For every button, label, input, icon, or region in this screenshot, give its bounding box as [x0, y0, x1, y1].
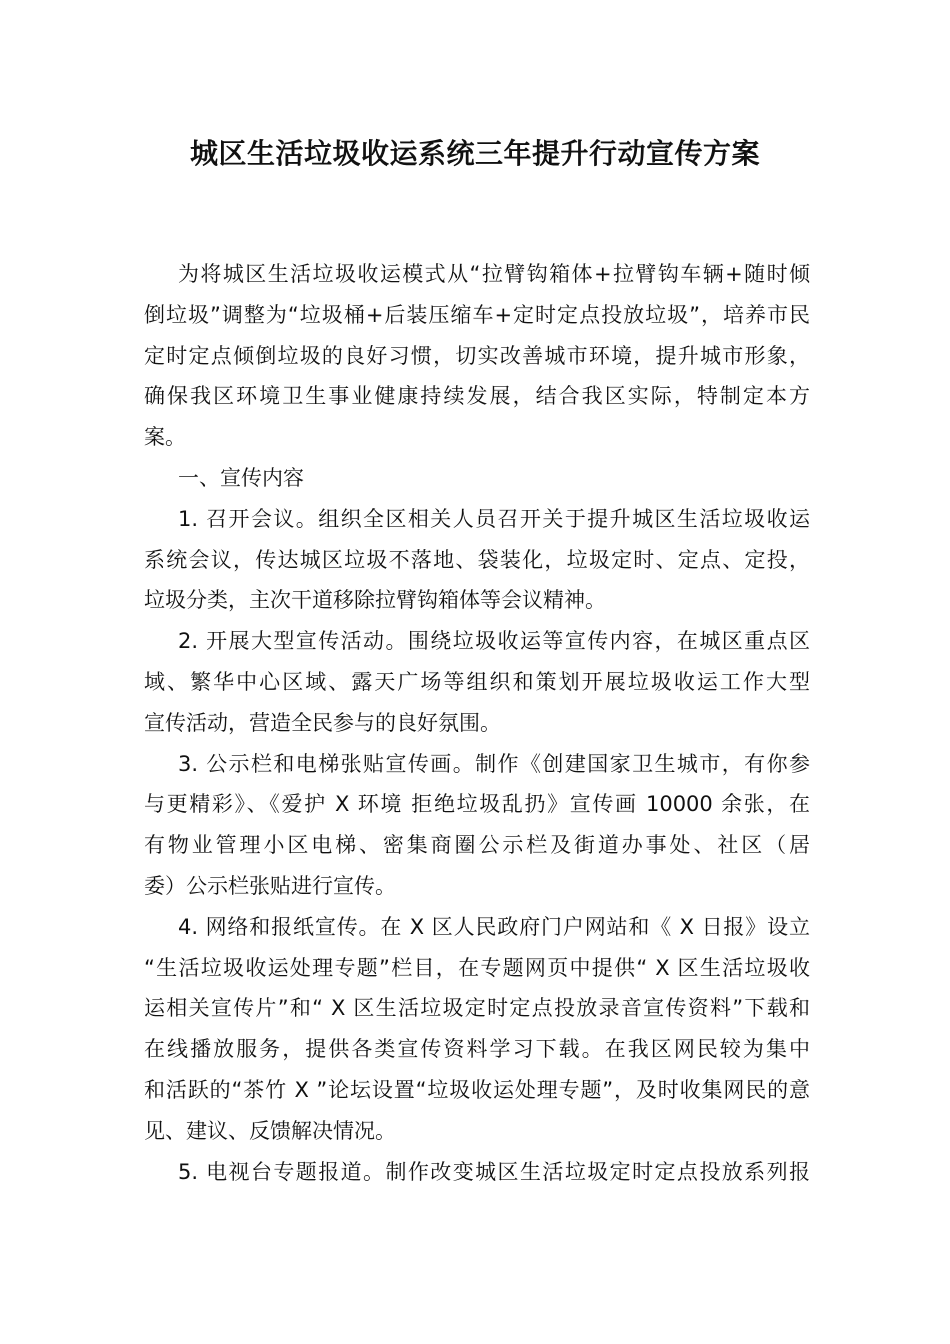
- text-line: 倒垃圾”调整为“垃圾桶+后装压缩车+定时定点投放垃圾”，培养市民: [144, 302, 810, 327]
- text-line: 1. 召开会议。组织全区相关人员召开关于提升城区生活垃圾收运: [178, 506, 810, 531]
- text-line: 见、建议、反馈解决情况。: [144, 1118, 396, 1143]
- text-line: 与更精彩》、《爱护 X 环境 拒绝垃圾乱扔》宣传画 10000 余张，在: [144, 792, 810, 817]
- text-line: 系统会议，传达城区垃圾不落地、袋装化，垃圾定时、定点、定投，: [144, 547, 810, 572]
- text-line: 宣传活动，营造全民参与的良好氛围。: [144, 710, 501, 735]
- text-line: 垃圾分类，主次干道移除拉臂钩箱体等会议精神。: [144, 588, 606, 613]
- text-line: 为将城区生活垃圾收运模式从“拉臂钩箱体+拉臂钩车辆+随时倾: [178, 262, 810, 286]
- section-heading: 一、宣传内容: [178, 465, 304, 490]
- text-line: 确保我区环境卫生事业健康持续发展，结合我区实际，特制定本方: [144, 384, 810, 409]
- text-line: 5. 电视台专题报道。制作改变城区生活垃圾定时定点投放系列报: [178, 1159, 810, 1184]
- document-title: 城区生活垃圾收运系统三年提升行动宣传方案: [189, 137, 760, 170]
- text-line: 4. 网络和报纸宣传。在 X 区人民政府门户网站和《 X 日报》设立: [178, 914, 810, 939]
- text-line: 案。: [144, 425, 186, 450]
- text-line: 有物业管理小区电梯、密集商圈公示栏及街道办事处、社区（居: [144, 833, 810, 858]
- text-line: 运相关宣传片”和“ X 区生活垃圾定时定点投放录音宣传资料”下载和: [144, 996, 810, 1021]
- document-body: [144, 254, 810, 1192]
- text-line: “生活垃圾收运处理专题”栏目，在专题网页中提供“ X 区生活垃圾收: [144, 955, 810, 980]
- text-line: 和活跃的“茶竹 X ”论坛设置“垃圾收运处理专题”，及时收集网民的意: [144, 1077, 810, 1102]
- text-line: 在线播放服务，提供各类宣传资料学习下载。在我区网民较为集中: [144, 1037, 810, 1062]
- text-line: 域、繁华中心区域、露天广场等组织和策划开展垃圾收运工作大型: [144, 669, 810, 694]
- text-line: 定时定点倾倒垃圾的良好习惯，切实改善城市环境，提升城市形象，: [144, 343, 810, 368]
- text-line: 3. 公示栏和电梯张贴宣传画。制作《创建国家卫生城市，有你参: [178, 751, 810, 776]
- text-line: 2. 开展大型宣传活动。围绕垃圾收运等宣传内容，在城区重点区: [178, 629, 810, 654]
- text-line: 委）公示栏张贴进行宣传。: [144, 873, 396, 898]
